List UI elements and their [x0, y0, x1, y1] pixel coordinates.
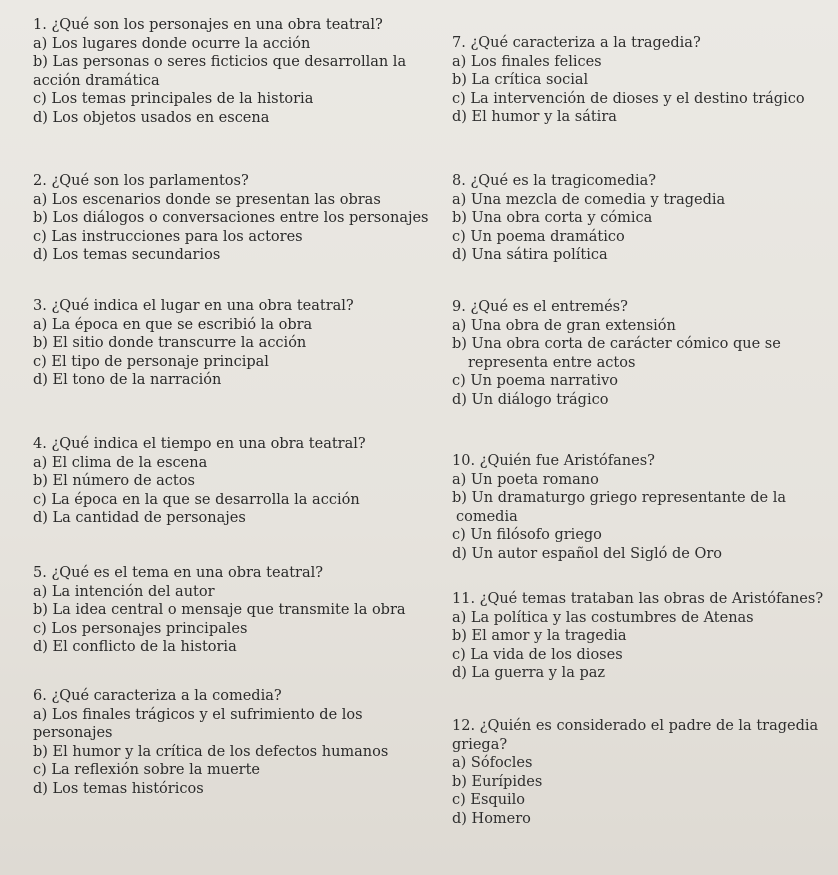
option-c: c) Un poema dramático: [452, 228, 625, 245]
question-stem: 5. ¿Qué es el tema en una obra teatral?: [33, 565, 324, 581]
question-stem: 12. ¿Quién es considerado el padre de la tragedia: [452, 718, 819, 734]
question-2: [33, 172, 433, 265]
option-a: a) Los escenarios donde se presentan las obras: [33, 191, 381, 208]
question-5: [33, 564, 433, 657]
option-b: b) Eurípides: [452, 773, 543, 790]
question-8: [452, 172, 836, 265]
option-a: a) Los finales felices: [452, 53, 602, 70]
option-b: b) Una obra corta de carácter cómico que se: [452, 336, 781, 352]
option-a: a) Los finales trágicos y el sufrimiento de los: [33, 706, 363, 723]
question-7: [452, 34, 836, 127]
option-b: b) El número de actos: [33, 473, 195, 489]
option-a: a) La intención del autor: [33, 583, 215, 600]
question-9: [452, 298, 836, 409]
question-stem: 10. ¿Quién fue Aristófanes?: [452, 453, 655, 469]
option-c: c) La vida de los dioses: [452, 646, 623, 663]
option-a: a) La política y las costumbres de Atenas: [452, 609, 754, 626]
option-a: a) Un poeta romano: [452, 471, 599, 488]
question-4: [33, 435, 433, 528]
option-b: b) Las personas o seres ficticios que desarrollan la: [33, 54, 407, 70]
option-b: b) El amor y la tragedia: [452, 628, 627, 644]
option-b: b) Una obra corta y cómica: [452, 210, 653, 226]
option-a: a) La época en que se escribió la obra: [33, 316, 313, 333]
option-a: a) Una mezcla de comedia y tragedia: [452, 191, 726, 208]
question-stem: 9. ¿Qué es el entremés?: [452, 299, 628, 315]
option-d: d) El tono de la narración: [33, 372, 222, 388]
option-d: d) Una sátira política: [452, 247, 608, 263]
option-a: a) Sófocles: [452, 755, 533, 771]
option-c: c) La reflexión sobre la muerte: [33, 762, 261, 778]
question-stem: 8. ¿Qué es la tragicomedia?: [452, 173, 656, 189]
option-c: c) Un filósofo griego: [452, 527, 602, 543]
option-a-continued: personajes: [33, 725, 113, 741]
question-stem: 3. ¿Qué indica el lugar en una obra teatral?: [33, 298, 354, 314]
question-stem: 6. ¿Qué caracteriza a la comedia?: [33, 688, 282, 704]
option-a: a) Una obra de gran extensión: [452, 317, 676, 334]
option-c: c) El tipo de personaje principal: [33, 353, 269, 370]
option-d: d) Un autor español del Sigló de Oro: [452, 545, 723, 562]
option-b: b) El sitio donde transcurre la acción: [33, 335, 307, 351]
option-c: c) La intervención de dioses y el destino trágico: [452, 90, 805, 107]
question-stem: 2. ¿Qué son los parlamentos?: [33, 173, 249, 189]
option-c: c) Esquilo: [452, 792, 526, 808]
option-b: b) El humor y la crítica de los defectos humanos: [33, 743, 389, 760]
question-stem: 11. ¿Qué temas trataban las obras de Aristófanes?: [452, 591, 824, 607]
question-stem: 1. ¿Qué son los personajes en una obra teatral?: [33, 17, 383, 33]
question-6: [33, 687, 433, 798]
option-d: d) Los objetos usados en escena: [33, 109, 270, 126]
option-c: c) Un poema narrativo: [452, 373, 619, 389]
option-b: b) Un dramaturgo griego representante de la: [452, 490, 786, 506]
option-d: d) La cantidad de personajes: [33, 510, 246, 526]
question-3: [33, 297, 433, 390]
option-b-continued: comedia: [456, 508, 518, 525]
option-b-continued: acción dramática: [33, 72, 160, 89]
option-d: d) Los temas históricos: [33, 780, 204, 797]
question-1: [33, 16, 433, 127]
option-b: b) Los diálogos o conversaciones entre los personajes: [33, 210, 429, 226]
option-d: d) El conflicto de la historia: [33, 639, 237, 655]
option-c: c) Los temas principales de la historia: [33, 91, 314, 107]
option-d: d) Los temas secundarios: [33, 247, 221, 263]
option-d: d) Homero: [452, 810, 531, 827]
option-d: d) La guerra y la paz: [452, 665, 606, 681]
question-stem: 4. ¿Qué indica el tiempo en una obra teatral?: [33, 436, 366, 452]
question-11: [452, 590, 836, 683]
option-c: c) Las instrucciones para los actores: [33, 228, 303, 245]
option-d: d) Un diálogo trágico: [452, 391, 609, 408]
question-10: [452, 452, 836, 563]
question-12: [452, 717, 836, 828]
option-b-continued: representa entre actos: [468, 354, 636, 371]
question-stem-continued: griega?: [452, 736, 508, 753]
option-d: d) El humor y la sátira: [452, 109, 617, 125]
option-c: c) Los personajes principales: [33, 620, 248, 637]
option-c: c) La época en la que se desarrolla la acción: [33, 491, 360, 508]
option-b: b) La idea central o mensaje que transmite la obra: [33, 602, 406, 618]
option-a: a) Los lugares donde ocurre la acción: [33, 35, 311, 52]
option-a: a) El clima de la escena: [33, 454, 208, 471]
option-b: b) La crítica social: [452, 72, 589, 88]
question-stem: 7. ¿Qué caracteriza a la tragedia?: [452, 35, 701, 51]
